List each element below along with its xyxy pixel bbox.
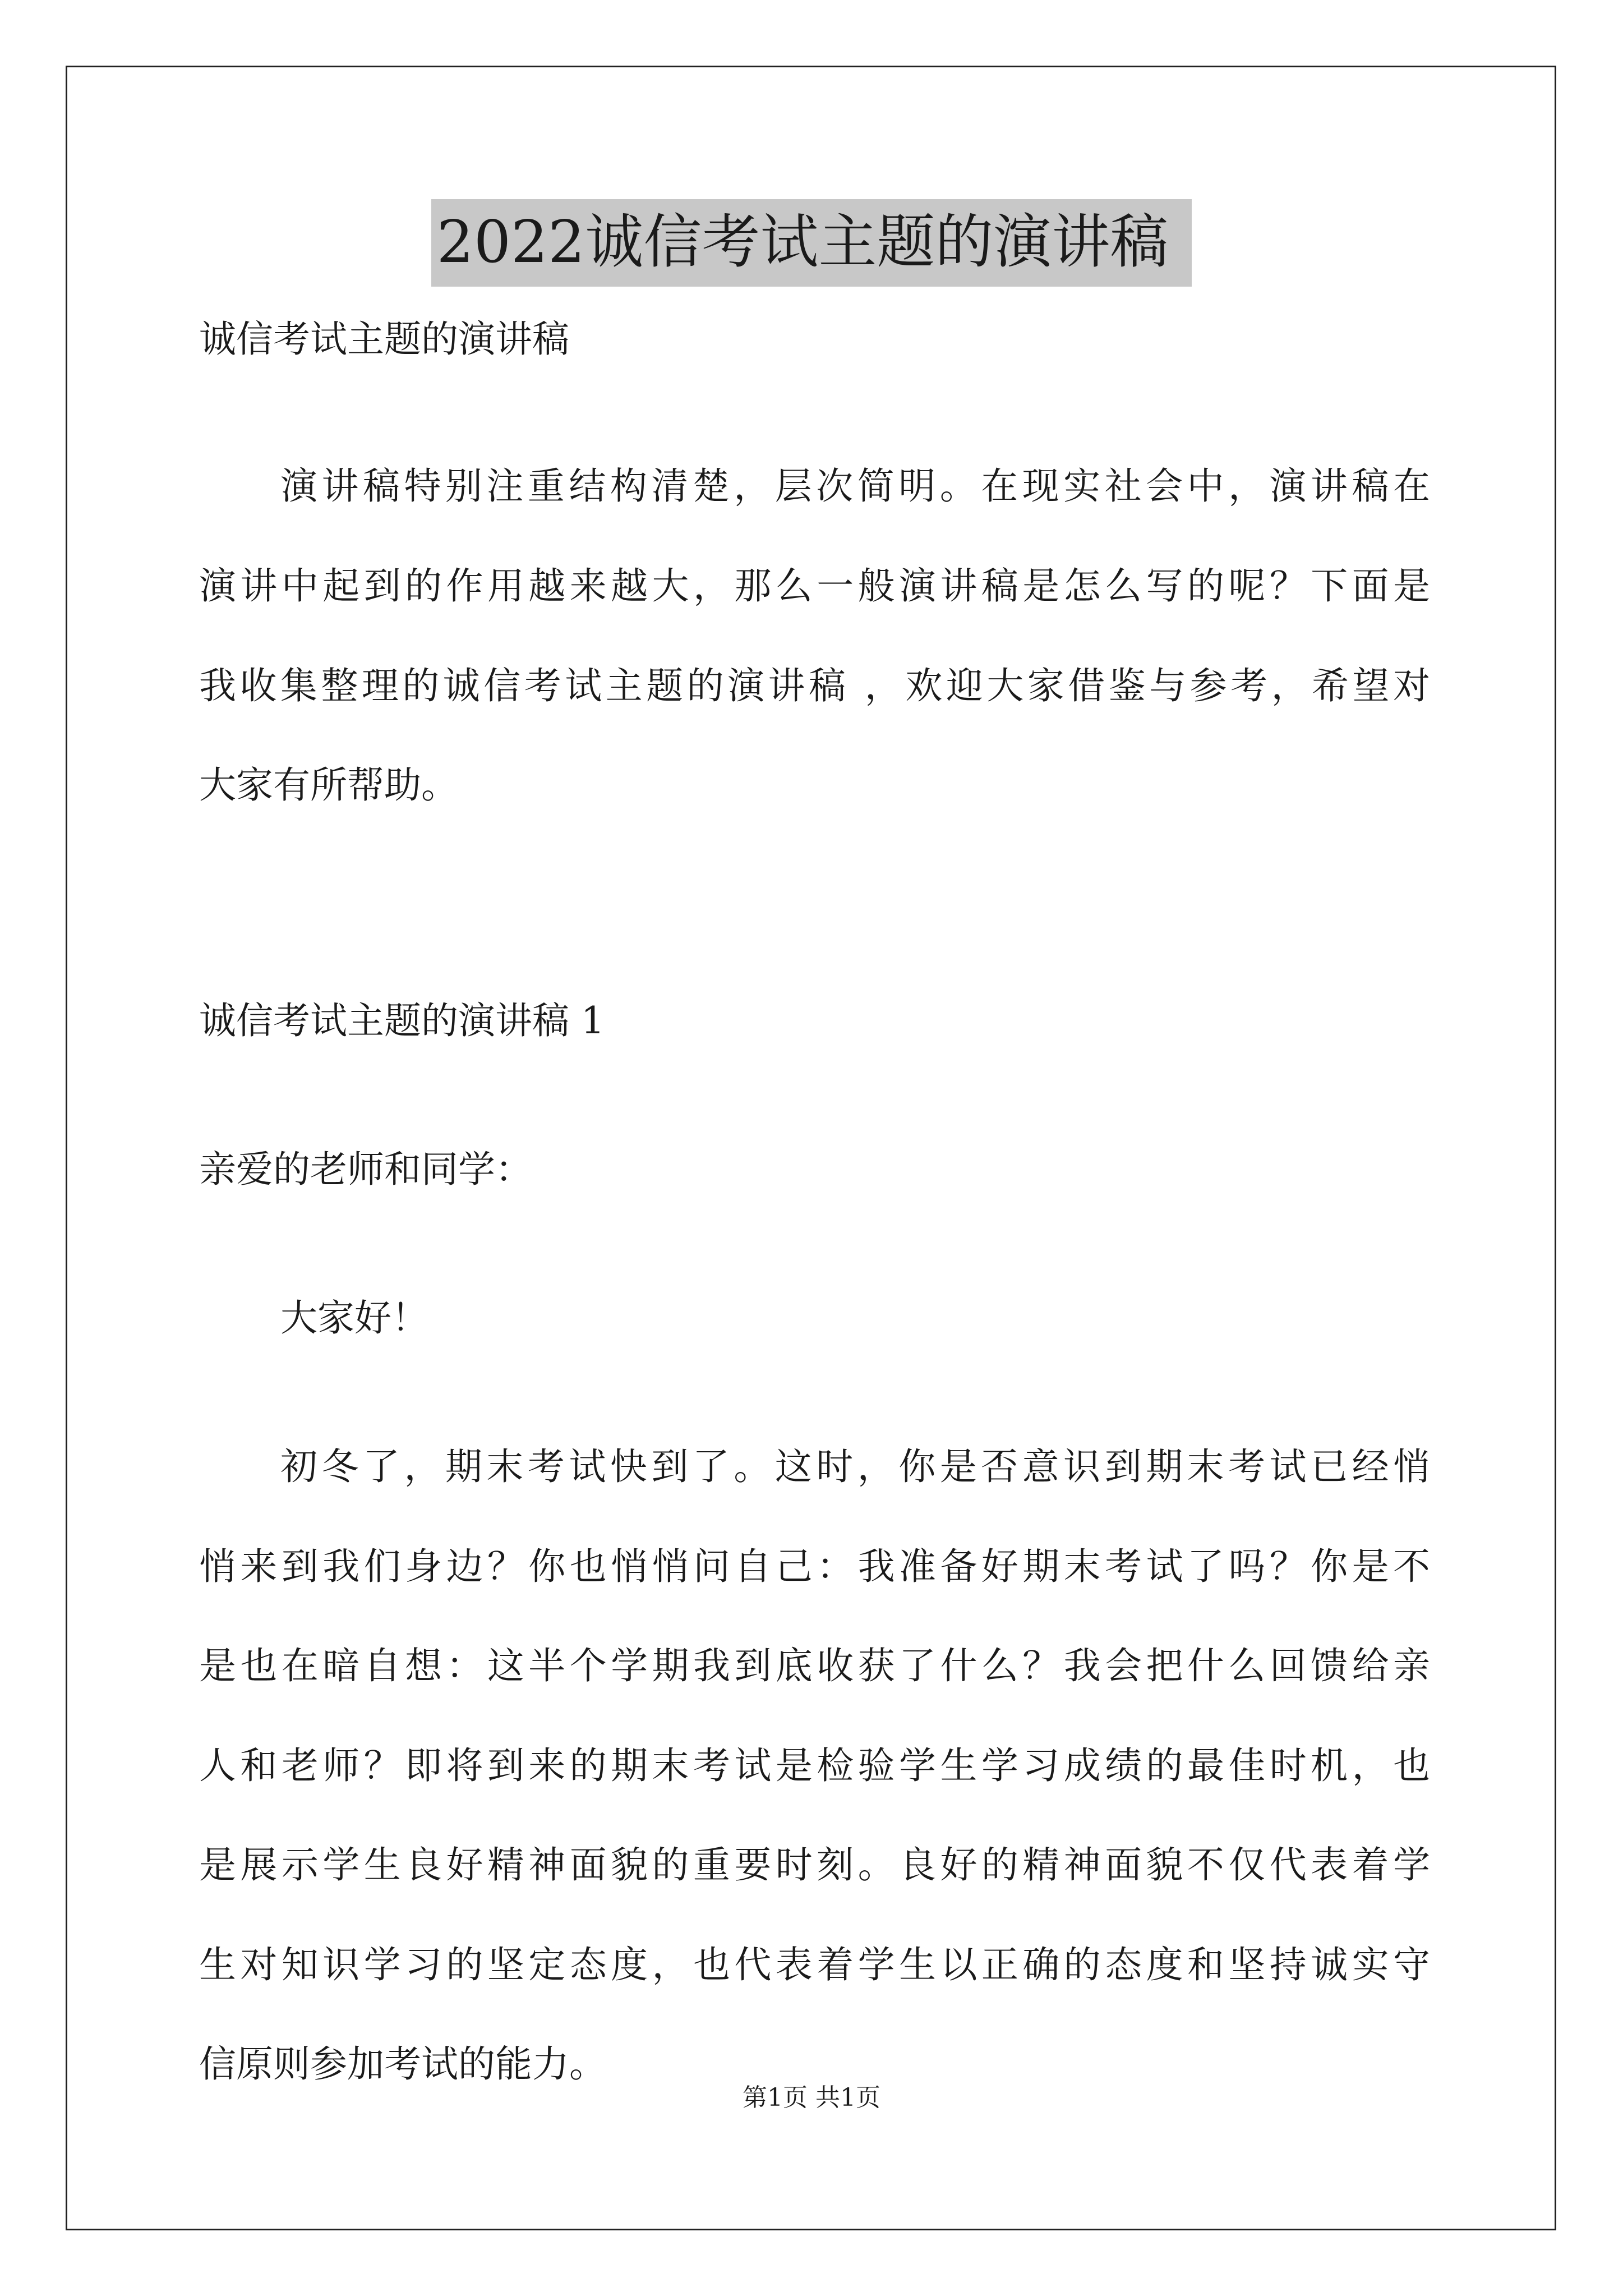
intro-line: 我收集整理的诚信考试主题的演讲稿 ，欢迎大家借鉴与参考，希望对: [199, 664, 1430, 707]
body-line: 悄来到我们身边？你也悄悄问自己：我准备好期末考试了吗？你是不: [199, 1545, 1430, 1588]
subtitle: 诚信考试主题的演讲稿: [199, 318, 569, 361]
body-line: 信原则参加考试的能力。: [199, 2042, 606, 2086]
document-title: 2022诚信考试主题的演讲稿: [431, 199, 1192, 287]
salutation: 亲爱的老师和同学：: [199, 1148, 532, 1191]
body-line: 初冬了，期末考试快到了。这时，你是否意识到期末考试已经悄: [280, 1445, 1430, 1488]
greeting: 大家好！: [280, 1296, 428, 1340]
intro-line: 演讲稿特别注重结构清楚，层次简明。在现实社会中，演讲稿在: [280, 464, 1430, 508]
body-line: 人和老师？即将到来的期末考试是检验学生学习成绩的最佳时机，也: [199, 1744, 1430, 1787]
intro-line: 演讲中起到的作用越来越大，那么一般演讲稿是怎么写的呢？下面是: [199, 564, 1430, 608]
section-heading: 诚信考试主题的演讲稿 1: [199, 999, 605, 1042]
body-line: 是展示学生良好精神面貌的重要时刻。良好的精神面貌不仅代表着学: [199, 1843, 1430, 1887]
page-footer: 第1页 共1页: [743, 2083, 880, 2112]
body-line: 生对知识学习的坚定态度，也代表着学生以正确的态度和坚持诚实守: [199, 1943, 1430, 1986]
title-block: [0, 199, 1623, 287]
intro-line: 大家有所帮助。: [199, 763, 458, 807]
body-line: 是也在暗自想：这半个学期我到底收获了什么？我会把什么回馈给亲: [199, 1644, 1430, 1687]
